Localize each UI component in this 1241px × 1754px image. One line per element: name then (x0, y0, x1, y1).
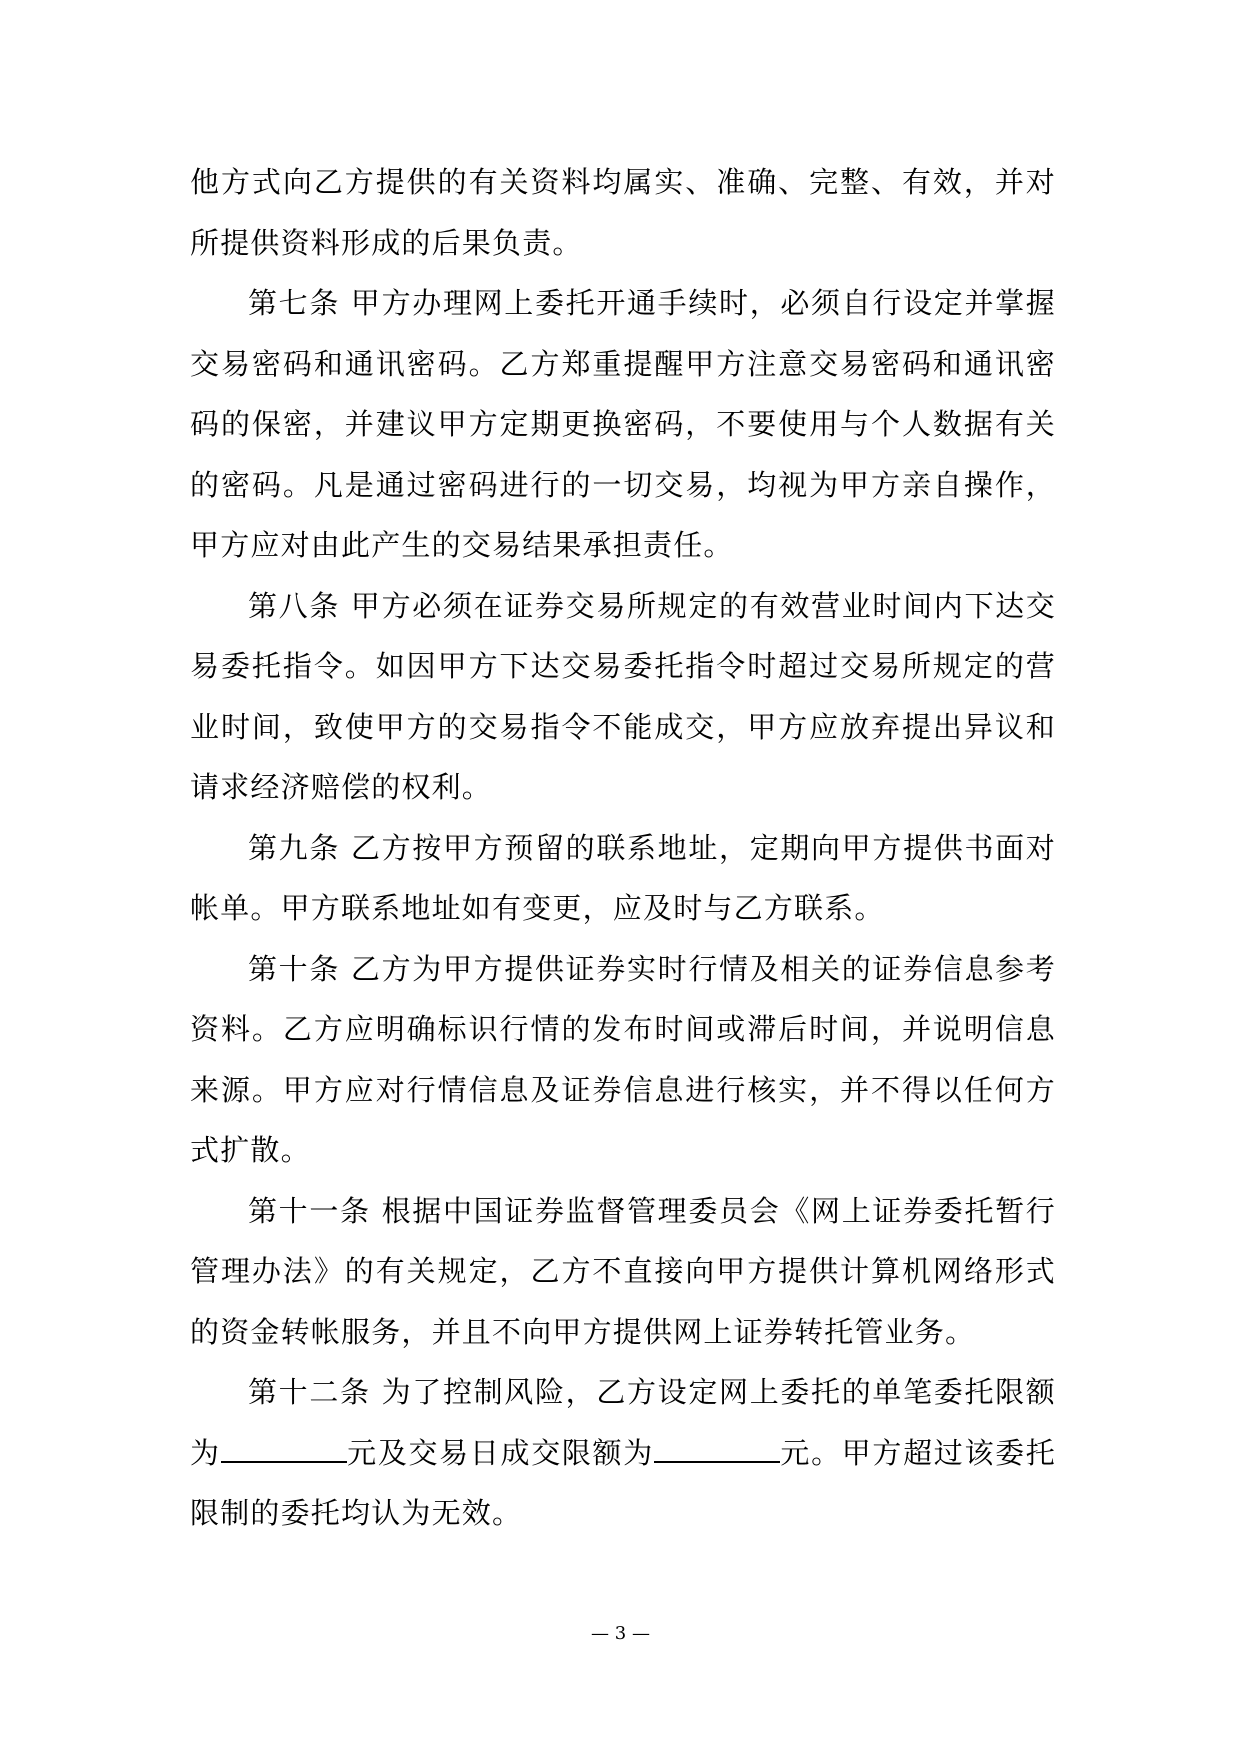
article-12-part1: 第十二条 为了控制风险，乙方设定网上委托的单笔委托限额为 (190, 1375, 1056, 1470)
article-9: 第九条 乙方按甲方预留的联系地址，定期向甲方提供书面对帐单。甲方联系地址如有变更，应及时与乙方联系。 (190, 830, 1056, 925)
document-body (190, 152, 1056, 1544)
article-10: 第十条 乙方为甲方提供证券实时行情及相关的证券信息参考资料。乙方应明确标识行情的发布时间或滞后时间，并说明信息来源。甲方应对行情信息及证券信息进行核实，并不得以任何方式扩散。 (190, 951, 1056, 1167)
article-12-part3: 元。甲方超过该委托限制的委托均认为无效。 (190, 1435, 1056, 1530)
article-12 (190, 1362, 1056, 1544)
article-8: 第八条 甲方必须在证券交易所规定的有效营业时间内下达交易委托指令。如因甲方下达交易委托指令时超过交易所规定的营业时间，致使甲方的交易指令不能成交，甲方应放弃提出异议和请求经济赔偿的权利。 (190, 588, 1056, 804)
page-number: — 3 — (591, 1623, 650, 1644)
article-12-part2: 元及交易日成交限额为 (346, 1435, 654, 1470)
article-7: 第七条 甲方办理网上委托开通手续时，必须自行设定并掌握交易密码和通讯密码。乙方郑重提醒甲方注意交易密码和通讯密码的保密，并建议甲方定期更换密码，不要使用与个人数据有关的密码。凡是通过密码进行的一切交易，均视为甲方亲自操作，甲方应对由此产生的交易结果承担责任。 (190, 286, 1056, 562)
daily-limit-blank (654, 1439, 780, 1463)
single-order-limit-blank (221, 1439, 347, 1463)
paragraph-continuation: 他方式向乙方提供的有关资料均属实、准确、完整、有效，并对所提供资料形成的后果负责。 (190, 165, 1056, 260)
article-11: 第十一条 根据中国证券监督管理委员会《网上证券委托暂行管理办法》的有关规定，乙方不直接向甲方提供计算机网络形式的资金转帐服务，并且不向甲方提供网上证券转托管业务。 (190, 1193, 1056, 1349)
